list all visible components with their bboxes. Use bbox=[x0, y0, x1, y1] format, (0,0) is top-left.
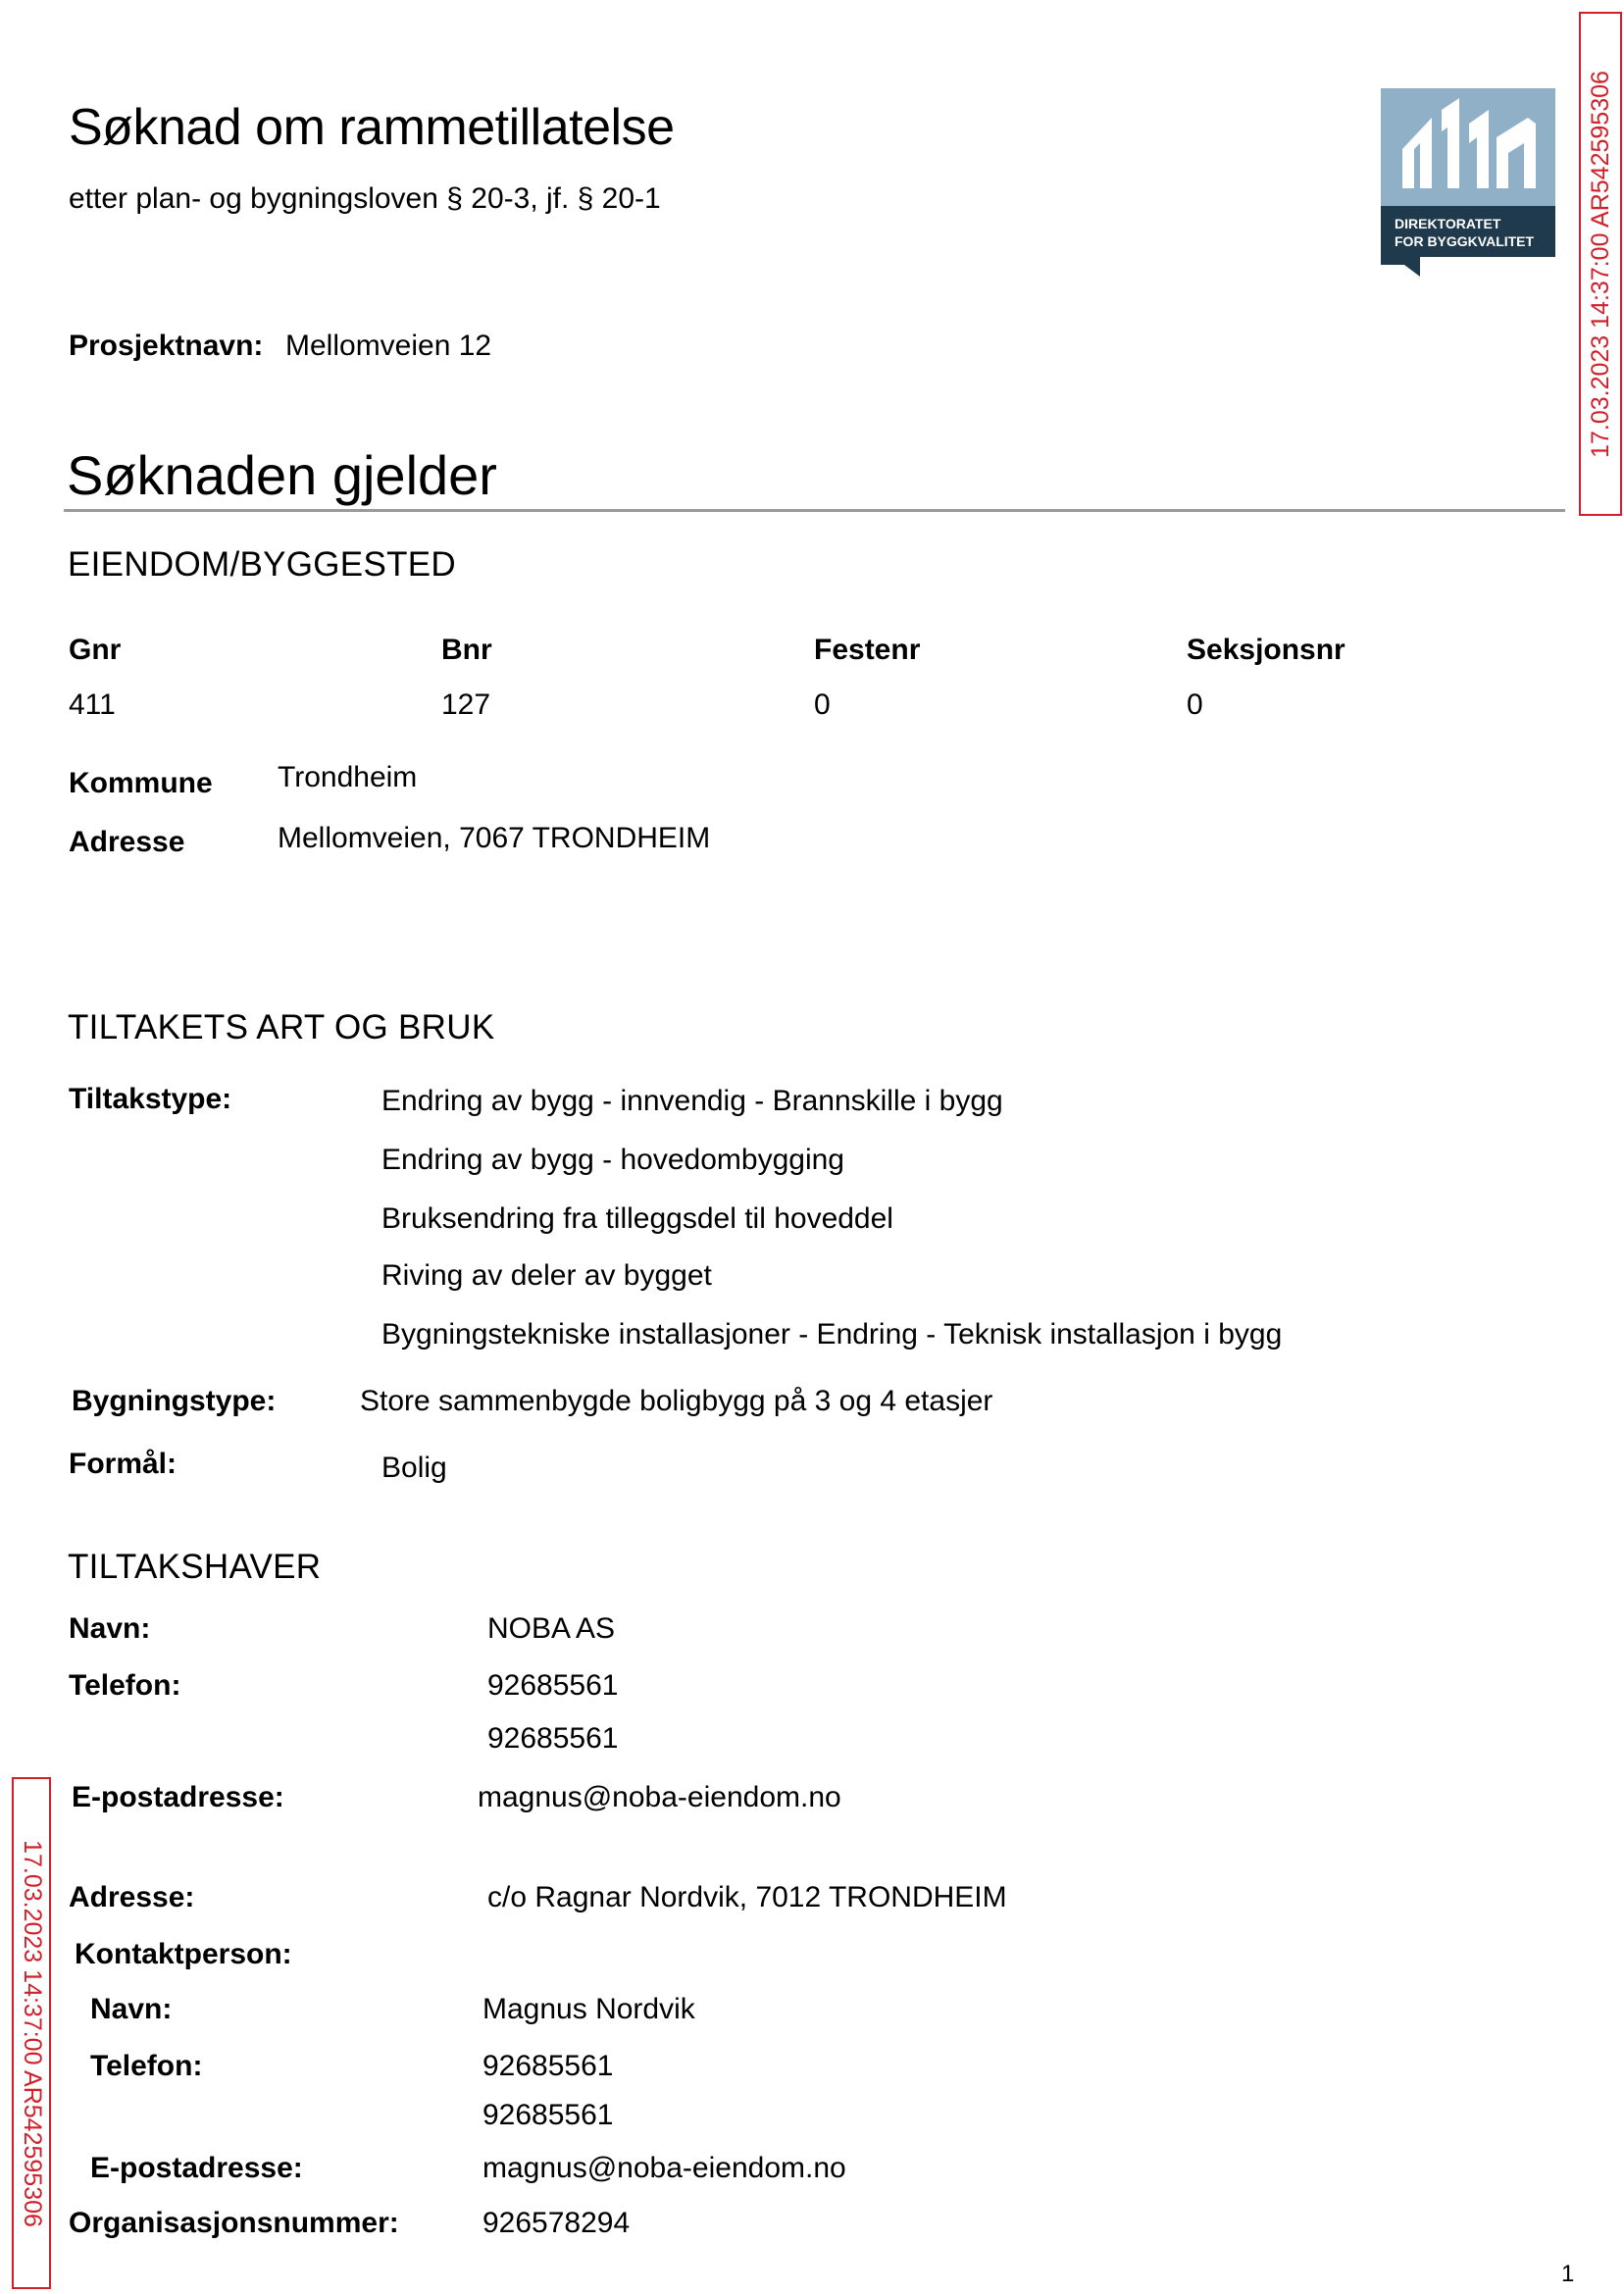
tiltakstype-item: Bygningstekniske installasjoner - Endring - Teknisk installasjon i bygg bbox=[381, 1318, 1283, 1351]
document-title: Søknad om rammetillatelse bbox=[69, 99, 675, 156]
kontakt-telefon-value: 92685561 bbox=[482, 2099, 614, 2131]
telefon-label: Telefon: bbox=[69, 1669, 181, 1702]
gnr-label: Gnr bbox=[69, 634, 122, 666]
bnr-value: 127 bbox=[441, 688, 491, 721]
kommune-value: Trondheim bbox=[278, 761, 418, 793]
seksjonsnr-value: 0 bbox=[1187, 688, 1203, 721]
seksjonsnr-label: Seksjonsnr bbox=[1187, 634, 1345, 666]
stamp-text: 17.03.2023 14:37:00 AR542595306 bbox=[18, 1839, 46, 2227]
kontakt-telefon-value: 92685561 bbox=[482, 2050, 614, 2082]
project-label: Prosjektnavn: bbox=[69, 330, 264, 362]
kontakt-epost-value: magnus@noba-eiendom.no bbox=[482, 2152, 846, 2184]
formal-label: Formål: bbox=[69, 1448, 178, 1480]
navn-label: Navn: bbox=[69, 1612, 151, 1645]
bygningstype-label: Bygningstype: bbox=[72, 1385, 277, 1417]
tiltakstype-label: Tiltakstype: bbox=[69, 1083, 232, 1115]
tiltakstype-item: Bruksendring fra tilleggsdel til hoveddel bbox=[381, 1202, 893, 1235]
eiendom-heading: EIENDOM/BYGGESTED bbox=[68, 545, 456, 584]
tiltakshaver-heading: TILTAKSHAVER bbox=[68, 1548, 322, 1586]
adresse-label: Adresse bbox=[69, 826, 185, 858]
telefon-value: 92685561 bbox=[487, 1669, 619, 1702]
adresse-value: c/o Ragnar Nordvik, 7012 TRONDHEIM bbox=[487, 1881, 1007, 1913]
orgnr-label: Organisasjonsnummer: bbox=[69, 2207, 399, 2239]
epost-label: E-postadresse: bbox=[72, 1781, 284, 1813]
kommune-label: Kommune bbox=[69, 767, 213, 799]
navn-value: NOBA AS bbox=[487, 1612, 616, 1645]
stamp-text: 17.03.2023 14:37:00 AR542595306 bbox=[1586, 70, 1614, 458]
section-title: Søknaden gjelder bbox=[67, 444, 497, 506]
gnr-value: 411 bbox=[69, 688, 116, 721]
festenr-label: Festenr bbox=[814, 634, 921, 666]
tiltakstype-item: Endring av bygg - innvendig - Brannskille i bygg bbox=[381, 1085, 1003, 1117]
project-name: Mellomveien 12 bbox=[285, 330, 492, 362]
epost-value: magnus@noba-eiendom.no bbox=[478, 1781, 841, 1813]
dibk-logo bbox=[1381, 88, 1555, 277]
document-subtitle: etter plan- og bygningsloven § 20-3, jf. § 20-1 bbox=[69, 182, 661, 215]
kontakt-navn-value: Magnus Nordvik bbox=[482, 1993, 695, 2025]
festenr-value: 0 bbox=[814, 688, 831, 721]
kontakt-epost-label: E-postadresse: bbox=[90, 2152, 303, 2184]
adresse-value: Mellomveien, 7067 TRONDHEIM bbox=[278, 822, 711, 854]
adresse-label: Adresse: bbox=[69, 1881, 195, 1913]
bygningstype-value: Store sammenbygde boligbygg på 3 og 4 etasjer bbox=[360, 1385, 993, 1417]
timestamp-stamp-right bbox=[1579, 12, 1622, 516]
formal-value: Bolig bbox=[381, 1452, 447, 1484]
orgnr-value: 926578294 bbox=[482, 2207, 631, 2239]
logo-line1: DIREKTORATET bbox=[1395, 216, 1501, 231]
tiltakstype-item: Riving av deler av bygget bbox=[381, 1259, 712, 1292]
kontakt-telefon-label: Telefon: bbox=[90, 2050, 203, 2082]
timestamp-stamp-left bbox=[12, 1777, 51, 2289]
tiltakstype-item: Endring av bygg - hovedombygging bbox=[381, 1144, 844, 1176]
telefon-value: 92685561 bbox=[487, 1722, 619, 1755]
section-divider bbox=[64, 509, 1565, 512]
bnr-label: Bnr bbox=[441, 634, 492, 666]
page-number: 1 bbox=[1561, 2261, 1575, 2287]
kontaktperson-label: Kontaktperson: bbox=[75, 1938, 292, 1970]
kontakt-navn-label: Navn: bbox=[90, 1993, 173, 2025]
logo-line2: FOR BYGGKVALITET bbox=[1395, 233, 1535, 249]
tiltak-heading: TILTAKETS ART OG BRUK bbox=[68, 1008, 495, 1046]
